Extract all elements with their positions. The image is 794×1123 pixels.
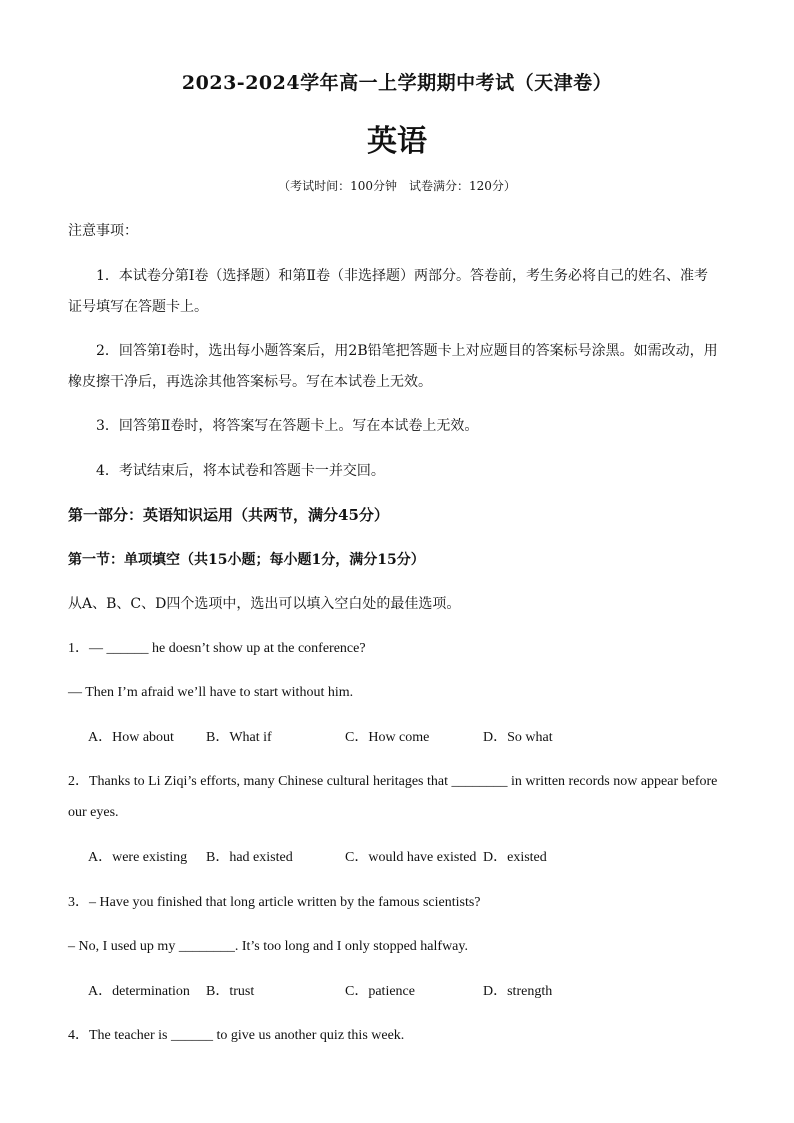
question-1-option-a[interactable]: A．How about — [88, 730, 174, 745]
section1-heading: 第一节：单项填空（共15小题；每小题1分，满分15分） — [68, 552, 425, 568]
question-2-option-d[interactable]: D．existed — [483, 850, 547, 865]
section1-instruction: 从A、B、C、D四个选项中，选出可以填入空白处的最佳选项。 — [68, 596, 461, 612]
notice-item-3: 3．回答第Ⅱ卷时，将答案写在答题卡上。写在本试卷上无效。 — [96, 418, 479, 434]
question-3-stem: 3．– Have you finished that long article written by the famous scientists? — [68, 895, 481, 910]
question-3-option-b[interactable]: B．trust — [206, 984, 255, 999]
question-2-stem: 2．Thanks to Li Ziqi’s efforts, many Chinese cultural heritages that ________ in written records now appear before — [68, 774, 718, 789]
question-3-option-d[interactable]: D．strength — [483, 984, 553, 999]
question-4-stem: 4．The teacher is ______ to give us another quiz this week. — [68, 1028, 405, 1043]
part1-heading: 第一部分：英语知识运用（共两节，满分45分） — [68, 506, 389, 524]
question-1-option-d[interactable]: D．So what — [483, 730, 553, 745]
notice-item-2-line-1: 2．回答第Ⅰ卷时，选出每小题答案后，用2B铅笔把答题卡上对应题目的答案标号涂黑。如需改动，用 — [96, 343, 718, 359]
question-3-option-a[interactable]: A．determination — [88, 984, 190, 999]
question-1-stem: 1．— ______ he doesn’t show up at the conference? — [68, 641, 366, 656]
exam-title: 2023-2024学年高一上学期期中考试（天津卷） — [181, 72, 613, 94]
question-1-reply: — Then I’m afraid we’ll have to start without him. — [68, 685, 354, 700]
question-2-option-b[interactable]: B．had existed — [206, 850, 293, 865]
notice-item-1-line-2: 证号填写在答题卡上。 — [68, 299, 208, 315]
question-2-stem-continued: our eyes. — [68, 805, 119, 820]
notice-heading: 注意事项： — [68, 223, 138, 239]
notice-item-1-line-1: 1．本试卷分第Ⅰ卷（选择题）和第Ⅱ卷（非选择题）两部分。答卷前，考生务必将自己的姓名、准考 — [96, 268, 708, 284]
question-1-option-c[interactable]: C．How come — [345, 730, 430, 745]
question-2-option-a[interactable]: A．were existing — [88, 850, 188, 865]
question-3-reply: – No, I used up my ________. It’s too long and I only stopped halfway. — [68, 939, 468, 954]
notice-item-2-line-2: 橡皮擦干净后，再选涂其他答案标号。写在本试卷上无效。 — [68, 374, 432, 390]
question-2-option-c[interactable]: C．would have existed — [345, 850, 477, 865]
exam-info: （考试时间：100分钟 试卷满分：120分） — [278, 179, 516, 193]
question-3-option-c[interactable]: C．patience — [345, 984, 415, 999]
notice-item-4: 4．考试结束后，将本试卷和答题卡一并交回。 — [96, 463, 385, 479]
question-1-option-b[interactable]: B．What if — [206, 730, 272, 745]
subject-title: 英语 — [367, 124, 427, 159]
